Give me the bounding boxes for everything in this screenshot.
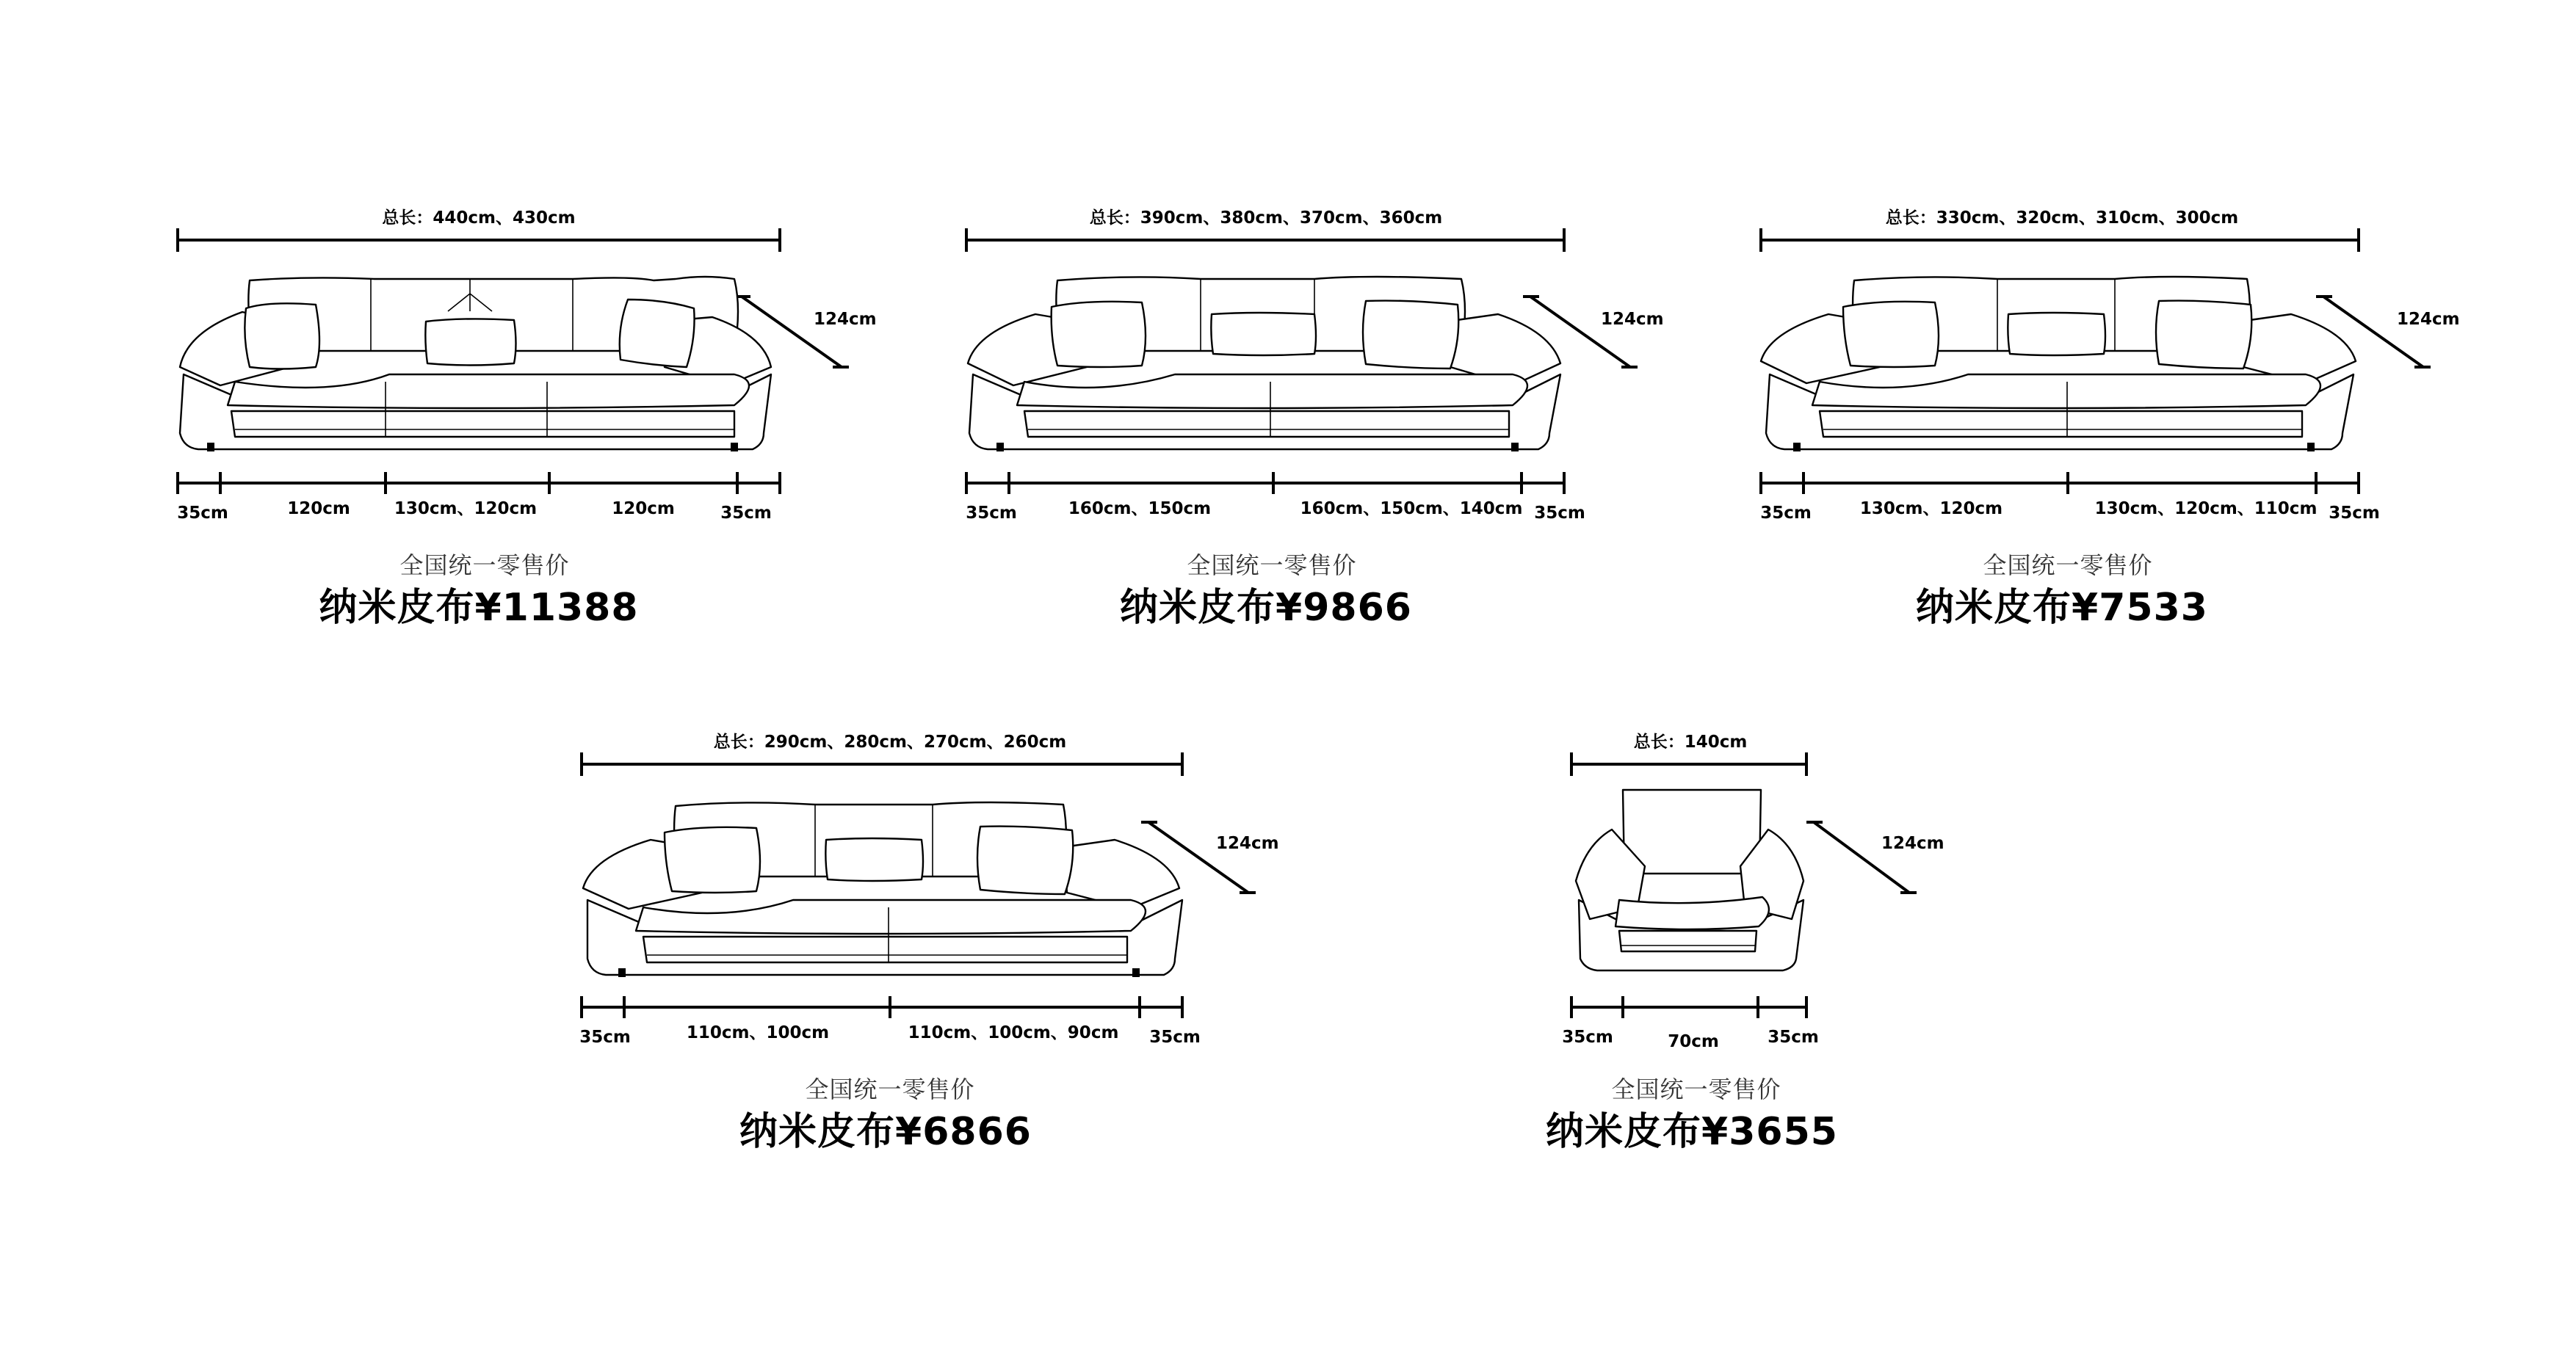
total-length-label: 总长：330cm、320cm、310cm、300cm (1885, 208, 2239, 228)
price-label: 纳米皮布¥3655 (1546, 1110, 1838, 1154)
segment-label: 110cm、100cm (686, 1023, 830, 1042)
segment-label: 130cm、120cm (394, 499, 538, 518)
segment-label: 110cm、100cm、90cm (908, 1023, 1119, 1042)
total-length-label: 总长：140cm (1633, 733, 1748, 752)
segment-label: 35cm (1534, 504, 1585, 523)
segment-dimension-5 (1571, 996, 1806, 1018)
segment-label: 35cm (720, 504, 772, 523)
price-label: 纳米皮布¥6866 (739, 1110, 1032, 1154)
segment-label: 35cm (966, 504, 1017, 523)
price-label: 纳米皮布¥9866 (1120, 586, 1412, 630)
segment-label: 35cm (579, 1028, 631, 1047)
price-label: 纳米皮布¥7533 (1916, 586, 2208, 630)
retail-price-caption: 全国统一零售价 (399, 551, 570, 579)
segment-label: 70cm (1668, 1032, 1719, 1051)
price-label: 纳米皮布¥11388 (319, 586, 639, 630)
retail-price-caption: 全国统一零售价 (1611, 1075, 1781, 1103)
segment-label: 160cm、150cm (1068, 499, 1212, 518)
depth-dimension-5 (1806, 822, 1917, 893)
depth-label: 124cm (2397, 310, 2460, 329)
segment-label: 120cm (612, 499, 675, 518)
segment-label: 160cm、150cm、140cm (1300, 499, 1523, 518)
depth-label: 124cm (1216, 834, 1279, 853)
segment-label: 130cm、120cm (1859, 499, 2003, 518)
total-length-label: 总长：390cm、380cm、370cm、360cm (1089, 208, 1443, 228)
segment-label: 35cm (2329, 504, 2380, 523)
segment-label: 120cm (287, 499, 350, 518)
total-length-dimension-5 (1571, 752, 1806, 776)
segment-label: 35cm (1760, 504, 1812, 523)
armchair (1576, 790, 1803, 970)
total-length-label: 总长：290cm、280cm、270cm、260cm (713, 733, 1067, 752)
segment-label: 35cm (1768, 1028, 1819, 1047)
depth-label: 124cm (1601, 310, 1664, 329)
depth-label: 124cm (814, 310, 877, 329)
retail-price-caption: 全国统一零售价 (1187, 551, 1357, 579)
segment-label: 130cm、120cm、110cm (2094, 499, 2318, 518)
retail-price-caption: 全国统一零售价 (1983, 551, 2153, 579)
segment-label: 35cm (1149, 1028, 1201, 1047)
depth-label: 124cm (1881, 834, 1944, 853)
total-length-label: 总长：440cm、430cm (382, 208, 576, 228)
retail-price-caption: 全国统一零售价 (805, 1075, 975, 1103)
segment-label: 35cm (1562, 1028, 1613, 1047)
segment-label: 35cm (177, 504, 228, 523)
